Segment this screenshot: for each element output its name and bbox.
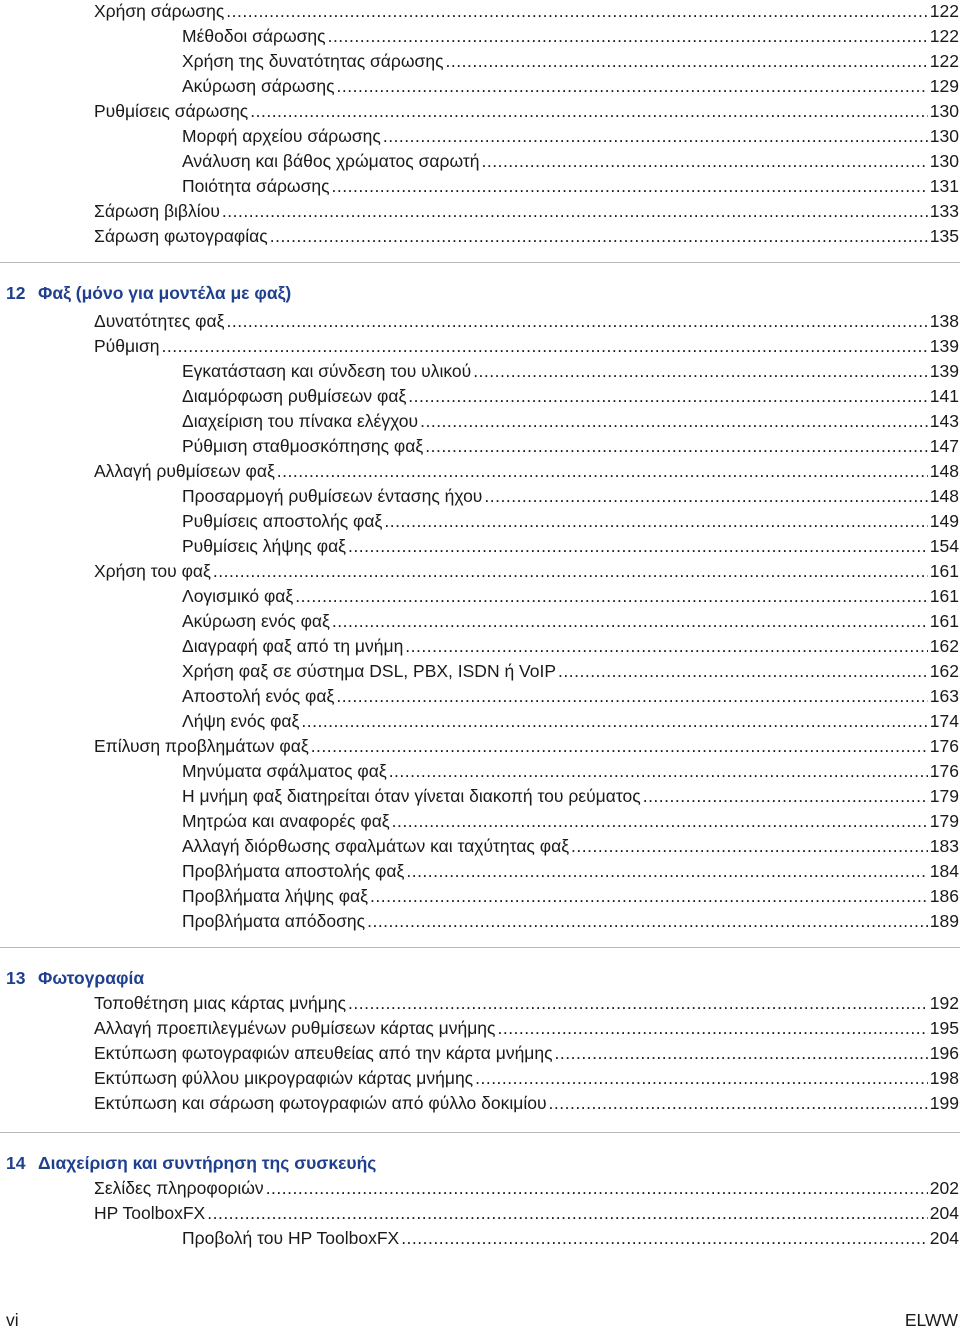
toc-entry-title: Προβλήματα απόδοσης bbox=[182, 911, 366, 931]
toc-subentry[interactable] bbox=[182, 535, 959, 557]
chapter-heading[interactable] bbox=[6, 966, 144, 990]
toc-entry-title: Εγκατάσταση και σύνδεση του υλικού bbox=[182, 361, 472, 381]
toc-entry-page: 202 bbox=[929, 1178, 959, 1198]
dot-leader bbox=[370, 885, 928, 907]
toc-entry[interactable] bbox=[94, 310, 959, 332]
toc-entry-title: Διαγραφή φαξ από τη μνήμη bbox=[182, 636, 404, 656]
toc-entry-title: Μέθοδοι σάρωσης bbox=[182, 26, 326, 46]
toc-entry-title: Χρήση φαξ σε σύστημα DSL, PBX, ISDN ή VoIP bbox=[182, 661, 557, 681]
toc-entry[interactable] bbox=[94, 1177, 959, 1199]
dot-leader bbox=[332, 175, 928, 197]
toc-subentry[interactable] bbox=[182, 660, 959, 682]
dot-leader bbox=[207, 1202, 928, 1224]
toc-entry-page: 143 bbox=[929, 411, 959, 431]
chapter-number: 14 bbox=[6, 1153, 26, 1173]
toc-entry-title: Χρήση σάρωσης bbox=[94, 1, 225, 21]
toc-entry-page: 189 bbox=[929, 911, 959, 931]
chapter-heading[interactable] bbox=[6, 281, 291, 305]
toc-entry[interactable] bbox=[94, 225, 959, 247]
toc-entry[interactable] bbox=[94, 335, 959, 357]
toc-entry-title: Διαμόρφωση ρυθμίσεων φαξ bbox=[182, 386, 407, 406]
toc-entry-title: Μηνύματα σφάλματος φαξ bbox=[182, 761, 387, 781]
toc-entry-title: Ποιότητα σάρωσης bbox=[182, 176, 330, 196]
chapter-divider bbox=[0, 947, 960, 948]
toc-entry-title: Αλλαγή ρυθμίσεων φαξ bbox=[94, 461, 275, 481]
dot-leader bbox=[425, 435, 928, 457]
toc-entry[interactable] bbox=[94, 200, 959, 222]
toc-entry-page: 162 bbox=[929, 636, 959, 656]
dot-leader bbox=[401, 1227, 928, 1249]
toc-entry-page: 204 bbox=[929, 1228, 959, 1248]
toc-entry-page: 199 bbox=[929, 1093, 959, 1113]
dot-leader bbox=[226, 0, 928, 22]
toc-entry-page: 176 bbox=[929, 736, 959, 756]
toc-entry-title: Επίλυση προβλημάτων φαξ bbox=[94, 736, 309, 756]
dot-leader bbox=[549, 1092, 928, 1114]
toc-entry[interactable] bbox=[94, 1067, 959, 1089]
toc-subentry[interactable] bbox=[182, 175, 959, 197]
toc-entry-page: 135 bbox=[929, 226, 959, 246]
toc-entry-page: 130 bbox=[929, 151, 959, 171]
toc-subentry[interactable] bbox=[182, 835, 959, 857]
dot-leader bbox=[332, 610, 928, 632]
toc-entry-page: 130 bbox=[929, 101, 959, 121]
toc-entry-page: 195 bbox=[929, 1018, 959, 1038]
toc-entry-page: 130 bbox=[929, 126, 959, 146]
toc-entry-title: Χρήση της δυνατότητας σάρωσης bbox=[182, 51, 444, 71]
toc-entry-title: Ρυθμίσεις αποστολής φαξ bbox=[182, 511, 383, 531]
toc-subentry[interactable] bbox=[182, 510, 959, 532]
toc-entry-title: HP ToolboxFX bbox=[94, 1203, 206, 1223]
chapter-divider bbox=[0, 1132, 960, 1133]
chapter-title: Φωτογραφία bbox=[38, 968, 145, 988]
toc-entry-title: Προβλήματα λήψης φαξ bbox=[182, 886, 369, 906]
dot-leader bbox=[571, 835, 928, 857]
toc-entry-page: 138 bbox=[929, 311, 959, 331]
page-footer bbox=[0, 1308, 960, 1332]
toc-entry-title: Λογισμικό φαξ bbox=[182, 586, 294, 606]
toc-entry-page: 176 bbox=[929, 761, 959, 781]
toc-entry-page: 133 bbox=[929, 201, 959, 221]
dot-leader bbox=[266, 1177, 928, 1199]
page-number-label: vi bbox=[6, 1310, 19, 1330]
dot-leader bbox=[484, 485, 927, 507]
toc-entry-page: 129 bbox=[929, 76, 959, 96]
dot-leader bbox=[446, 50, 928, 72]
dot-leader bbox=[161, 335, 927, 357]
toc-entry-page: 122 bbox=[929, 1, 959, 21]
toc-entry-title: Δυνατότητες φαξ bbox=[94, 311, 225, 331]
toc-entry-title: Προσαρμογή ρυθμίσεων έντασης ήχου bbox=[182, 486, 483, 506]
toc-entry-page: 186 bbox=[929, 886, 959, 906]
toc-entry[interactable] bbox=[94, 460, 959, 482]
dot-leader bbox=[222, 200, 928, 222]
dot-leader bbox=[473, 360, 928, 382]
toc-subentry[interactable] bbox=[182, 75, 959, 97]
toc-entry-page: 161 bbox=[929, 611, 959, 631]
dot-leader bbox=[406, 860, 927, 882]
toc-entry-title: Εκτύπωση φωτογραφιών απευθείας από την κάρτα μνήμης bbox=[94, 1043, 553, 1063]
toc-subentry[interactable] bbox=[182, 910, 959, 932]
toc-entry-title: Χρήση του φαξ bbox=[94, 561, 211, 581]
toc-entry[interactable] bbox=[94, 560, 959, 582]
toc-entry-page: 122 bbox=[929, 51, 959, 71]
toc-entry[interactable] bbox=[94, 100, 959, 122]
toc-entry-title: Μητρώα και αναφορές φαξ bbox=[182, 811, 390, 831]
toc-subentry[interactable] bbox=[182, 360, 959, 382]
toc-subentry[interactable] bbox=[182, 1227, 959, 1249]
dot-leader bbox=[277, 460, 928, 482]
toc-entry-page: 141 bbox=[929, 386, 959, 406]
toc-subentry[interactable] bbox=[182, 685, 959, 707]
toc-entry-page: 139 bbox=[929, 361, 959, 381]
chapter-title: Φαξ (μόνο για μοντέλα με φαξ) bbox=[38, 283, 292, 303]
toc-subentry[interactable] bbox=[182, 385, 959, 407]
dot-leader bbox=[348, 535, 928, 557]
toc-entry-page: 196 bbox=[929, 1043, 959, 1063]
dot-leader bbox=[420, 410, 928, 432]
toc-subentry[interactable] bbox=[182, 435, 959, 457]
toc-entry-page: 162 bbox=[929, 661, 959, 681]
toc-entry-title: Αλλαγή προεπιλεγμένων ρυθμίσεων κάρτας μνήμης bbox=[94, 1018, 496, 1038]
toc-entry-page: 204 bbox=[929, 1203, 959, 1223]
toc-entry-title: Αποστολή ενός φαξ bbox=[182, 686, 335, 706]
toc-entry-title: Διαχείριση του πίνακα ελέγχου bbox=[182, 411, 419, 431]
dot-leader bbox=[226, 310, 927, 332]
toc-entry-page: 161 bbox=[929, 561, 959, 581]
toc-entry-page: 161 bbox=[929, 586, 959, 606]
toc-subentry[interactable] bbox=[182, 635, 959, 657]
toc-entry-title: Αλλαγή διόρθωσης σφαλμάτων και ταχύτητας φαξ bbox=[182, 836, 570, 856]
dot-leader bbox=[383, 125, 928, 147]
toc-subentry[interactable] bbox=[182, 125, 959, 147]
chapter-divider bbox=[0, 262, 960, 263]
dot-leader bbox=[558, 660, 928, 682]
toc-subentry[interactable] bbox=[182, 610, 959, 632]
toc-entry-page: 131 bbox=[929, 176, 959, 196]
chapter-heading[interactable] bbox=[6, 1151, 376, 1175]
toc-entry[interactable] bbox=[94, 1042, 959, 1064]
toc-entry-page: 122 bbox=[929, 26, 959, 46]
dot-leader bbox=[250, 100, 928, 122]
dot-leader bbox=[336, 685, 927, 707]
toc-entry-title: Ρύθμιση bbox=[94, 336, 160, 356]
toc-entry-title: Ρύθμιση σταθμοσκόπησης φαξ bbox=[182, 436, 424, 456]
toc-entry-title: Σελίδες πληροφοριών bbox=[94, 1178, 264, 1198]
chapter-number: 13 bbox=[6, 968, 26, 988]
toc-entry-title: Εκτύπωση και σάρωση φωτογραφιών από φύλλο δοκιμίου bbox=[94, 1093, 547, 1113]
toc-subentry[interactable] bbox=[182, 50, 959, 72]
toc-entry-title: Ανάλυση και βάθος χρώματος σαρωτή bbox=[182, 151, 480, 171]
toc-entry-page: 148 bbox=[929, 486, 959, 506]
toc-entry-title: Ρυθμίσεις λήψης φαξ bbox=[182, 536, 347, 556]
dot-leader bbox=[497, 1017, 927, 1039]
toc-entry-page: 179 bbox=[929, 811, 959, 831]
toc-entry-page: 139 bbox=[929, 336, 959, 356]
toc-subentry[interactable] bbox=[182, 860, 959, 882]
toc-entry-page: 179 bbox=[929, 786, 959, 806]
toc-entry-page: 163 bbox=[929, 686, 959, 706]
toc-entry[interactable] bbox=[94, 1202, 959, 1224]
toc-subentry[interactable] bbox=[182, 150, 959, 172]
dot-leader bbox=[643, 785, 928, 807]
toc-subentry[interactable] bbox=[182, 810, 959, 832]
toc-entry-title: Προβλήματα αποστολής φαξ bbox=[182, 861, 405, 881]
toc-entry-title: Τοποθέτηση μιας κάρτας μνήμης bbox=[94, 993, 347, 1013]
toc-entry-page: 174 bbox=[929, 711, 959, 731]
toc-entry-page: 184 bbox=[929, 861, 959, 881]
toc-subentry[interactable] bbox=[182, 710, 959, 732]
toc-entry[interactable] bbox=[94, 992, 959, 1014]
dot-leader bbox=[384, 510, 927, 532]
toc-entry-title: Προβολή του HP ToolboxFX bbox=[182, 1228, 400, 1248]
dot-leader bbox=[311, 735, 928, 757]
dot-leader bbox=[408, 385, 928, 407]
toc-entry[interactable] bbox=[94, 735, 959, 757]
chapter-number: 12 bbox=[6, 283, 26, 303]
dot-leader bbox=[295, 585, 928, 607]
toc-entry-title: Η μνήμη φαξ διατηρείται όταν γίνεται διακοπή του ρεύματος bbox=[182, 786, 641, 806]
toc-subentry[interactable] bbox=[182, 410, 959, 432]
dot-leader bbox=[482, 150, 928, 172]
toc-subentry[interactable] bbox=[182, 25, 959, 47]
toc-entry-title: Μορφή αρχείου σάρωσης bbox=[182, 126, 381, 146]
toc-entry-page: 154 bbox=[929, 536, 959, 556]
toc-entry-page: 192 bbox=[929, 993, 959, 1013]
dot-leader bbox=[389, 760, 928, 782]
dot-leader bbox=[348, 992, 928, 1014]
document-code: ELWW bbox=[904, 1310, 958, 1330]
toc-entry-title: Ρυθμίσεις σάρωσης bbox=[94, 101, 249, 121]
dot-leader bbox=[270, 225, 928, 247]
toc-subentry[interactable] bbox=[182, 785, 959, 807]
dot-leader bbox=[301, 710, 927, 732]
chapter-title: Διαχείριση και συντήρηση της συσκευής bbox=[38, 1153, 377, 1173]
toc-entry-title: Ακύρωση σάρωσης bbox=[182, 76, 335, 96]
dot-leader bbox=[337, 75, 928, 97]
dot-leader bbox=[392, 810, 928, 832]
toc-entry-title: Ακύρωση ενός φαξ bbox=[182, 611, 330, 631]
toc-entry-title: Εκτύπωση φύλλου μικρογραφιών κάρτας μνήμης bbox=[94, 1068, 474, 1088]
toc-subentry[interactable] bbox=[182, 485, 959, 507]
toc-entry[interactable] bbox=[94, 0, 959, 22]
toc-entry-page: 183 bbox=[929, 836, 959, 856]
toc-subentry[interactable] bbox=[182, 585, 959, 607]
toc-entry[interactable] bbox=[94, 1092, 959, 1114]
toc-entry-page: 148 bbox=[929, 461, 959, 481]
toc-entry-page: 149 bbox=[929, 511, 959, 531]
toc-subentry[interactable] bbox=[182, 885, 959, 907]
dot-leader bbox=[555, 1042, 928, 1064]
toc-entry-title: Λήψη ενός φαξ bbox=[182, 711, 300, 731]
toc-entry-page: 147 bbox=[929, 436, 959, 456]
dot-leader bbox=[213, 560, 928, 582]
toc-entry-title: Σάρωση φωτογραφίας bbox=[94, 226, 268, 246]
dot-leader bbox=[475, 1067, 928, 1089]
dot-leader bbox=[328, 25, 928, 47]
toc-entry-page: 198 bbox=[929, 1068, 959, 1088]
toc-entry[interactable] bbox=[94, 1017, 959, 1039]
toc-subentry[interactable] bbox=[182, 760, 959, 782]
toc-entry-title: Σάρωση βιβλίου bbox=[94, 201, 220, 221]
dot-leader bbox=[367, 910, 928, 932]
dot-leader bbox=[405, 635, 928, 657]
